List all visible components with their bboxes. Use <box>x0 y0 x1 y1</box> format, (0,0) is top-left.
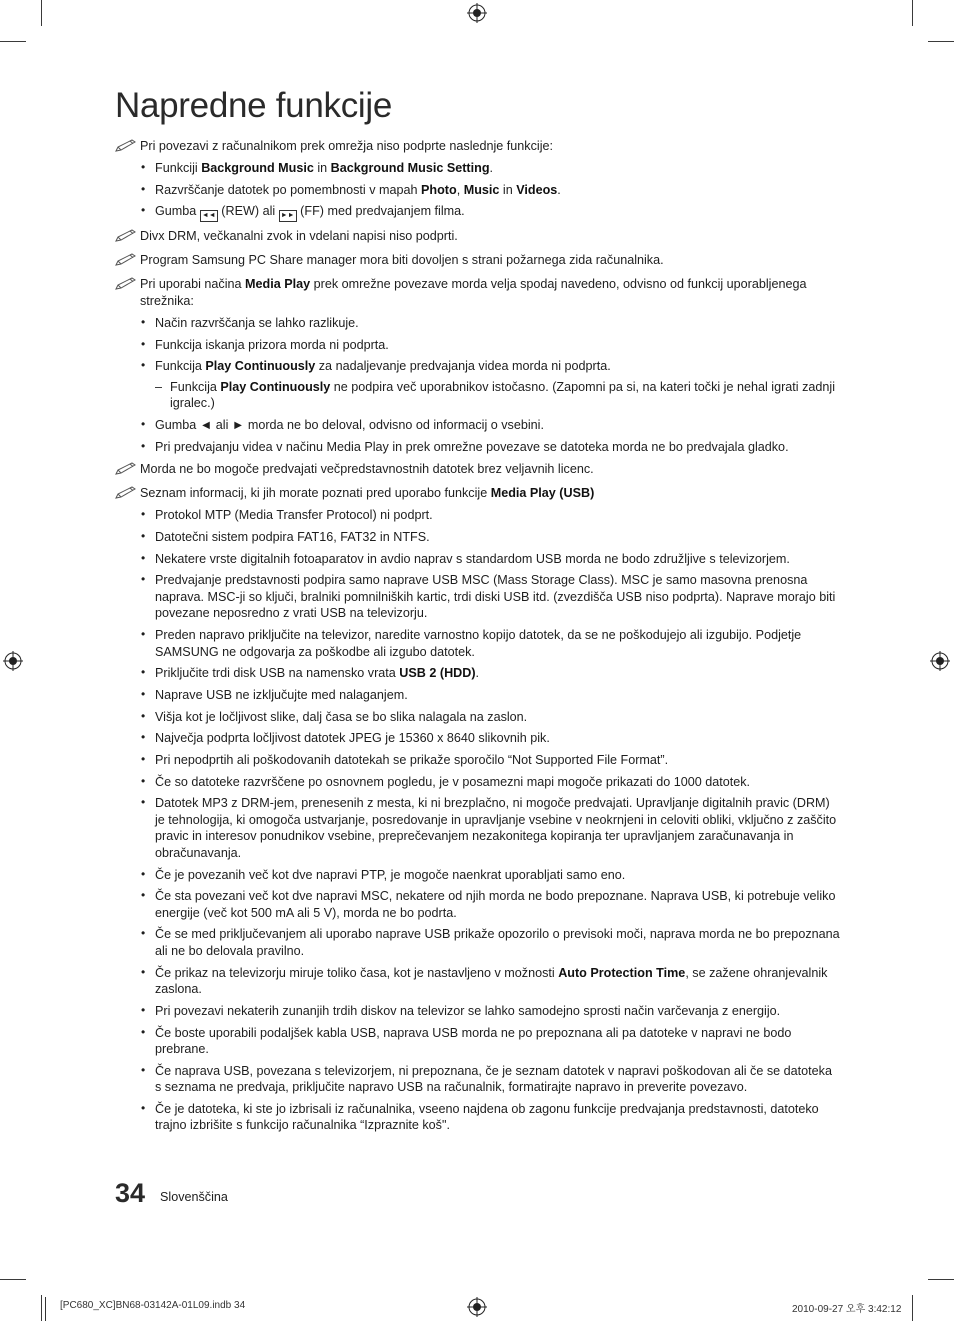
crop-mark <box>0 41 26 42</box>
text-span: Funkcija <box>170 379 221 394</box>
note-item <box>115 461 840 478</box>
dash-item <box>155 379 840 412</box>
crop-mark <box>928 41 954 42</box>
text-span: prek omrežne povezave morda velja spodaj navedeno, odvisno od funkcij uporabljenega strežnika: <box>140 277 807 308</box>
bold-term: Music <box>463 182 500 197</box>
bullet-item <box>140 867 840 884</box>
text-span: Če so datoteke razvrščene po osnovnem pogledu, je v posamezni mapi mogoče prikazati do 1000 datotek. <box>155 774 751 789</box>
pencil-icon <box>115 253 137 266</box>
text-span: Pri uporabi načina <box>140 277 246 292</box>
crop-mark <box>0 1279 26 1280</box>
text-span: Datotek MP3 z DRM-jem, prenesenih z mesta, ki ni brezplačno, ni mogoče predvajati. Upravljanje digitalnih pravic (DRM) je tehnologija, ki omogoča ustvarjanje, posredovanje in upravljanje vsebine v neokrnjeni in celoviti obliki, vključno z zaščito pravic in interesov ponudnikov vsebine, preprečevanjem nezakonitega kopiranja ter upravljanjem zaračunavanja in obračunavanja. <box>155 796 837 860</box>
text-span: Protokol MTP (Media Transfer Protocol) ni podprt. <box>155 508 433 523</box>
text-span: Pri nepodprtih ali poškodovanih datotekah se prikaže sporočilo “Not Supported File Format”. <box>155 753 669 767</box>
note-item <box>115 138 840 155</box>
text-span: Razvrščanje datotek po pomembnosti v mapah <box>155 182 422 197</box>
text-span: Gumba <box>155 204 200 219</box>
note-item <box>115 228 840 245</box>
note-text <box>140 485 840 502</box>
text-span: Če naprava USB, povezana s televizorjem, ni prepoznana, če je seznam datotek v napravi poškodovan ali če se datoteka s seznama ne predvaja, priključite napravo USB na računalnik, formatirajte napravo in preverite povezavo. <box>155 1063 832 1095</box>
crop-mark <box>912 0 913 26</box>
text-span: , se zažene ohranjevalnik zaslona. <box>155 965 828 997</box>
note-item <box>115 276 840 309</box>
crop-mark <box>41 0 42 26</box>
text-span: Pri povezavi nekaterih zunanjih trdih diskov na televizor se lahko samodejno sprosti način varčevanja z energijo. <box>155 1003 781 1018</box>
bold-term: USB 2 (HDD) <box>399 666 476 681</box>
bullet-item <box>140 315 840 332</box>
text-span: Naprave USB ne izključujte med nalaganjem. <box>155 687 408 702</box>
bullet-item <box>140 203 840 222</box>
text-span: Funkcija iskanja prizora morda ni podprta. <box>155 337 389 352</box>
bullet-item <box>140 551 840 568</box>
bullet-item <box>140 774 840 791</box>
text-span: Seznam informacij, ki jih morate poznati pred uporabo funkcije <box>140 486 491 501</box>
registration-mark-icon <box>467 3 487 23</box>
text-span: (REW) ali <box>217 204 279 219</box>
text-span: in <box>499 182 517 197</box>
bullet-list <box>140 315 840 455</box>
note-text: Program Samsung PC Share manager mora biti dovoljen s strani požarnega zida računalnika. <box>140 253 664 268</box>
bullet-item <box>140 926 840 959</box>
bold-term: Play Continuously <box>205 359 316 374</box>
text-span: Če boste uporabili podaljšek kabla USB, naprava USB morda ne po prepoznana ali pa datoteke v napravi ne bodo prebrane. <box>155 1025 792 1056</box>
text-span: Največja podprta ločljivost datotek JPEG je 15360 x 8640 slikovnih pik. <box>155 731 550 746</box>
bullet-item <box>140 752 840 769</box>
bullet-item <box>140 888 840 921</box>
text-span: Če sta povezani več kot dve napravi MSC, nekatere od njih morda ne bodo prepoznane. Naprava USB, ki potrebuje veliko energije (več kot 500 mA ali 5 V), morda ne bo podrta. <box>155 889 836 920</box>
text-span: Če je datoteka, ki ste jo izbrisali iz računalnika, vseeno najdena ob zagonu funkcije predvajanja predstavnosti, datoteko trajno izbrišite s funkcijo računalnika “Izpraznite koš". <box>155 1101 819 1133</box>
bullet-item <box>140 507 840 524</box>
text-span: Preden napravo priključite na televizor, naredite varnostno kopijo datotek, da se ne poškodujejo ali izgubijo. Podjetje SAMSUNG ne odgovarja za poškodbe ali izgubo datotek. <box>155 628 802 659</box>
content-body <box>115 138 840 1140</box>
text-span: Datotečni sistem podpira FAT16, FAT32 in NTFS. <box>155 530 430 544</box>
bullet-item <box>140 730 840 747</box>
text-span: Priključite trdi disk USB na namensko vrata <box>155 666 400 681</box>
bold-term: Media Play (USB) <box>490 486 595 501</box>
note-text: Pri povezavi z računalnikom prek omrežja niso podprte naslednje funkcije: <box>140 139 554 153</box>
bullet-item <box>140 627 840 660</box>
print-slug-date: 2010-09-27 오후 3:42:12 <box>792 1304 902 1315</box>
bullet-item <box>140 358 840 375</box>
note-item <box>115 252 840 269</box>
text-span: Način razvrščanja se lahko razlikuje. <box>155 315 359 330</box>
text-span: Nekatere vrste digitalnih fotoaparatov in avdio naprav s standardom USB morda ne bodo združljive s televizorjem. <box>155 551 790 566</box>
pencil-icon <box>115 139 137 152</box>
bullet-item <box>140 160 840 177</box>
note-text: Divx DRM, večkanalni zvok in vdelani napisi niso podprti. <box>140 229 458 244</box>
pencil-icon <box>115 462 137 475</box>
bold-term: Media Play <box>245 277 311 292</box>
text-span: Višja kot je ločljivost slike, dalj časa se bo slika nalagala na zaslon. <box>155 709 528 724</box>
bullet-item <box>140 572 840 622</box>
bullet-list <box>140 160 840 222</box>
text-span: Če prikaz na televizorju miruje toliko časa, kot je nastavljeno v možnosti <box>155 965 559 980</box>
page-language: Slovenščina <box>160 1190 228 1204</box>
fast-forward-icon: ►► <box>279 210 297 222</box>
bold-term: Background Music <box>201 161 314 175</box>
text-span: , <box>456 182 464 197</box>
registration-mark-icon <box>467 1297 487 1317</box>
text-span: ne podpira več uporabnikov istočasno. (Zapomni pa si, na kateri točki je nehal igrati zadnji igralec.) <box>170 379 835 411</box>
bullet-item <box>140 665 840 682</box>
bullet-list <box>140 507 840 1134</box>
text-span: (FF) med predvajanjem filma. <box>296 204 465 219</box>
text-span: Pri predvajanju videa v načinu Media Play in prek omrežne povezave se datoteka morda ne bo predvajala gladko. <box>155 439 789 454</box>
crop-mark <box>928 1279 954 1280</box>
bold-term: Auto Protection Time <box>558 965 686 980</box>
registration-mark-icon <box>930 651 950 671</box>
text-span: Predvajanje predstavnosti podpira samo naprave USB MSC (Mass Storage Class). MSC je samo masovna prenosna naprava. MSC-ji so ključi, bralniki pomnilniških kartic, trdi diski USB itd. (zvezdišča USB niso podprta). Naprave morajo biti povezane neposredno z vrati USB na televizorju. <box>155 573 836 621</box>
text-span: . <box>475 666 480 681</box>
bold-term: Play Continuously <box>220 379 331 394</box>
bullet-item <box>140 709 840 726</box>
rewind-icon: ◄◄ <box>200 210 218 222</box>
bullet-item <box>140 439 840 456</box>
bold-term: Videos <box>516 182 558 197</box>
text-span: Funkciji <box>155 161 202 175</box>
registration-mark-icon <box>3 651 23 671</box>
bullet-item <box>140 337 840 354</box>
bullet-item <box>140 417 840 434</box>
bullet-item <box>140 1003 840 1020</box>
bullet-item <box>140 795 840 861</box>
bold-term: Photo <box>421 182 457 197</box>
text-span: Funkcija <box>155 359 206 374</box>
note-text: Morda ne bo mogoče predvajati večpredstavnostnih datotek brez veljavnih licenc. <box>140 462 594 477</box>
pencil-icon <box>115 277 137 290</box>
text-span: Gumba ◄ ali ► morda ne bo deloval, odvisno od informacij o vsebini. <box>155 418 544 433</box>
bullet-item <box>140 1101 840 1134</box>
page-number: 34 <box>115 1178 146 1208</box>
note-item <box>115 485 840 502</box>
text-span: . <box>557 182 561 197</box>
pencil-icon <box>115 486 137 499</box>
text-span: Če se med priključevanjem ali uporabo naprave USB prikaže opozorilo o previsoki moči, naprava morda ne bo prepoznana ali ne bo delovala pravilno. <box>155 927 840 958</box>
bullet-item <box>140 529 840 546</box>
bullet-item <box>140 965 840 998</box>
text-span: in <box>313 161 331 175</box>
crop-mark <box>41 1295 42 1321</box>
print-slug-file: [PC680_XC]BN68-03142A-01L09.indb 34 <box>60 1300 246 1311</box>
bullet-item <box>140 687 840 704</box>
note-text <box>140 276 840 309</box>
text-span: . <box>489 161 494 175</box>
bold-term: Background Music Setting <box>330 161 490 175</box>
pencil-icon <box>115 229 137 242</box>
page-title: Napredne funkcije <box>115 86 393 125</box>
crop-mark <box>912 1295 913 1321</box>
bullet-item <box>140 182 840 199</box>
bullet-item <box>140 1025 840 1058</box>
text-span: Če je povezanih več kot dve napravi PTP, je mogoče naenkrat uporabljati samo eno. <box>155 867 626 882</box>
print-slug-frame <box>45 1297 46 1321</box>
bullet-item <box>140 1063 840 1096</box>
text-span: za nadaljevanje predvajanja videa morda ni podprta. <box>315 359 611 374</box>
